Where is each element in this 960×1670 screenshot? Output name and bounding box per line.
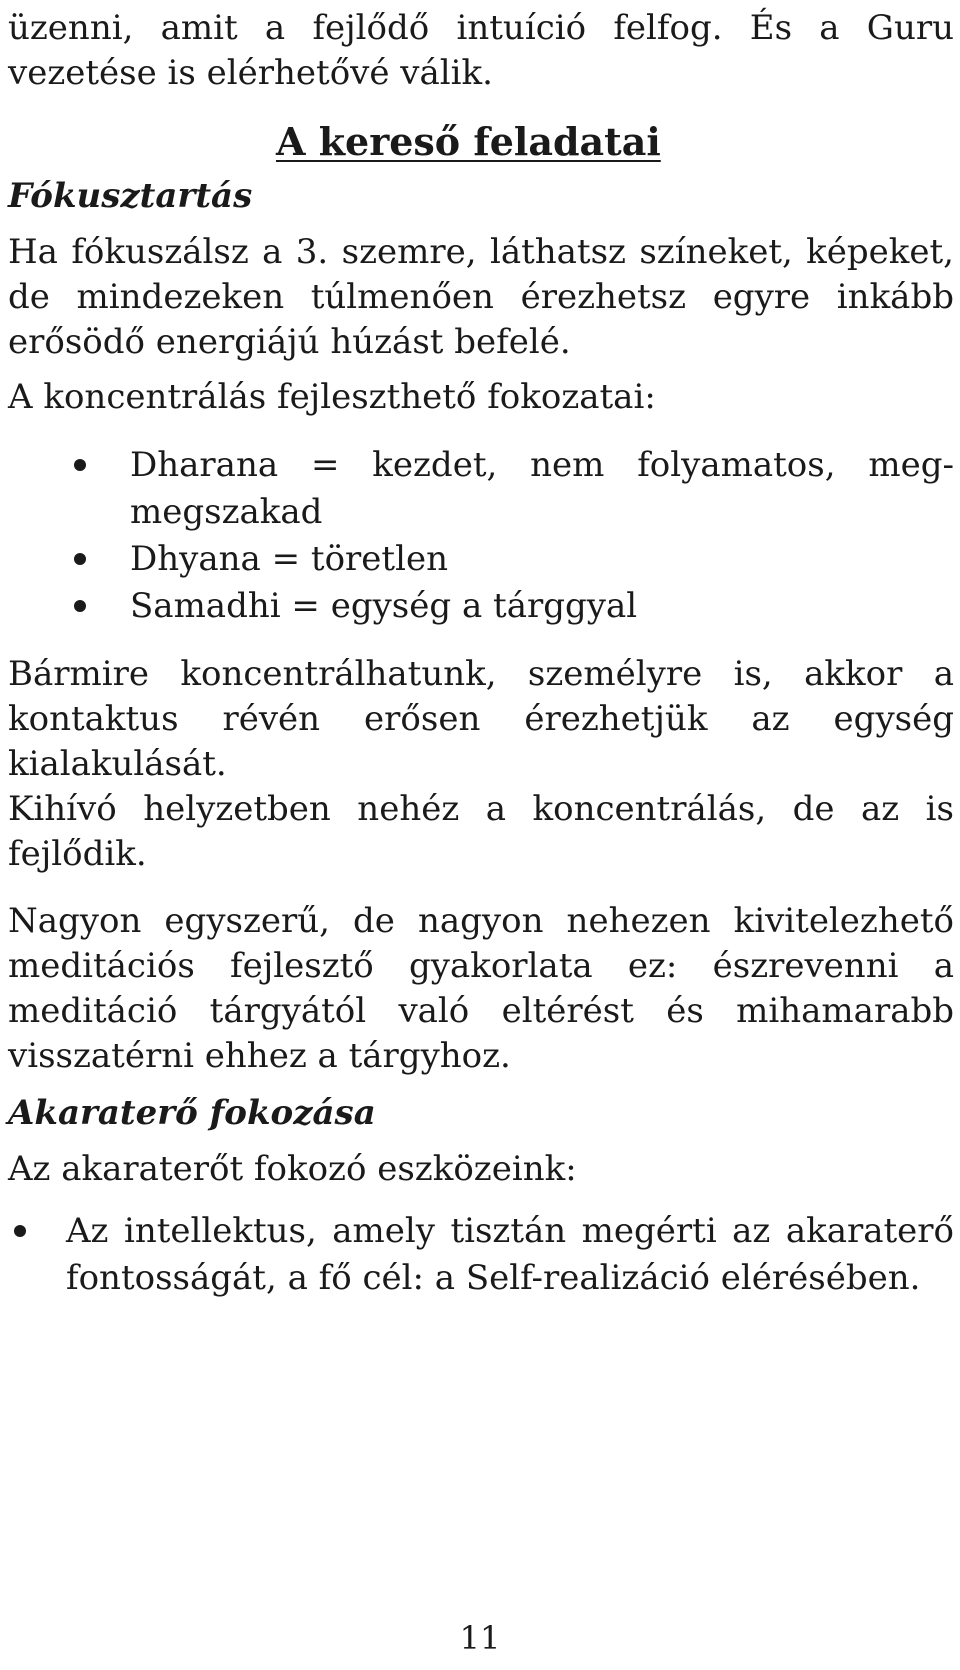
list-item-dhyana <box>8 536 954 583</box>
list-item-intellect <box>8 1208 954 1302</box>
section-title-focus: Fókusztartás <box>8 176 253 216</box>
paragraph-meditation-practice: Nagyon egyszerű, de nagyon nehezen kivitelezhető meditációs fejlesztő gyakorlata ez: észrevenni a meditáció tárgyától való eltérést és mihamarabb visszatérni ehhez a tárgyhoz. <box>8 901 954 1076</box>
intro-paragraph: üzenni, amit a fejlődő intuíció felfog. És a Guru vezetése is elérhetővé válik. <box>8 8 954 93</box>
bullet-icon <box>74 459 86 471</box>
paragraph-person-contact: Bármire koncentrálhatunk, személyre is, akkor a kontaktus révén erősen érezhetjük az egység kialakulását. <box>8 654 954 784</box>
list-item-dharana <box>8 442 954 536</box>
willpower-tools-list <box>8 1208 954 1302</box>
list-item-text: Dharana = kezdet, nem folyamatos, meg-megszakad <box>130 445 954 532</box>
chapter-title: A kereső feladatai <box>276 119 661 164</box>
paragraph-challenge: Kihívó helyzetben nehéz a koncentrálás, de az is fejlődik. <box>8 789 954 874</box>
concentration-stages-list <box>8 442 954 630</box>
list-item-samadhi <box>8 583 954 630</box>
list-item-text: Samadhi = egység a tárggyal <box>130 586 638 626</box>
bullet-icon <box>74 600 86 612</box>
paragraph-willpower-tools: Az akaraterőt fokozó eszközeink: <box>8 1149 577 1189</box>
paragraph-third-eye: Ha fókuszálsz a 3. szemre, láthatsz színeket, képeket, de mindezeken túlmenően érezhetsz egyre inkább erősödő energiájú húzást befelé. <box>8 232 954 362</box>
paragraph-concentration-stages: A koncentrálás fejleszthető fokozatai: <box>8 377 656 417</box>
bullet-icon <box>14 1225 26 1237</box>
document-page <box>8 6 954 1324</box>
list-item-text: Az intellektus, amely tisztán megérti az akaraterő fontosságát, a fő cél: a Self-realizáció elérésében. <box>66 1211 954 1298</box>
section-title-willpower: Akaraterő fokozása <box>8 1093 376 1133</box>
bullet-icon <box>74 553 86 565</box>
list-item-text: Dhyana = töretlen <box>130 539 448 579</box>
page-number: 11 <box>459 1619 501 1657</box>
